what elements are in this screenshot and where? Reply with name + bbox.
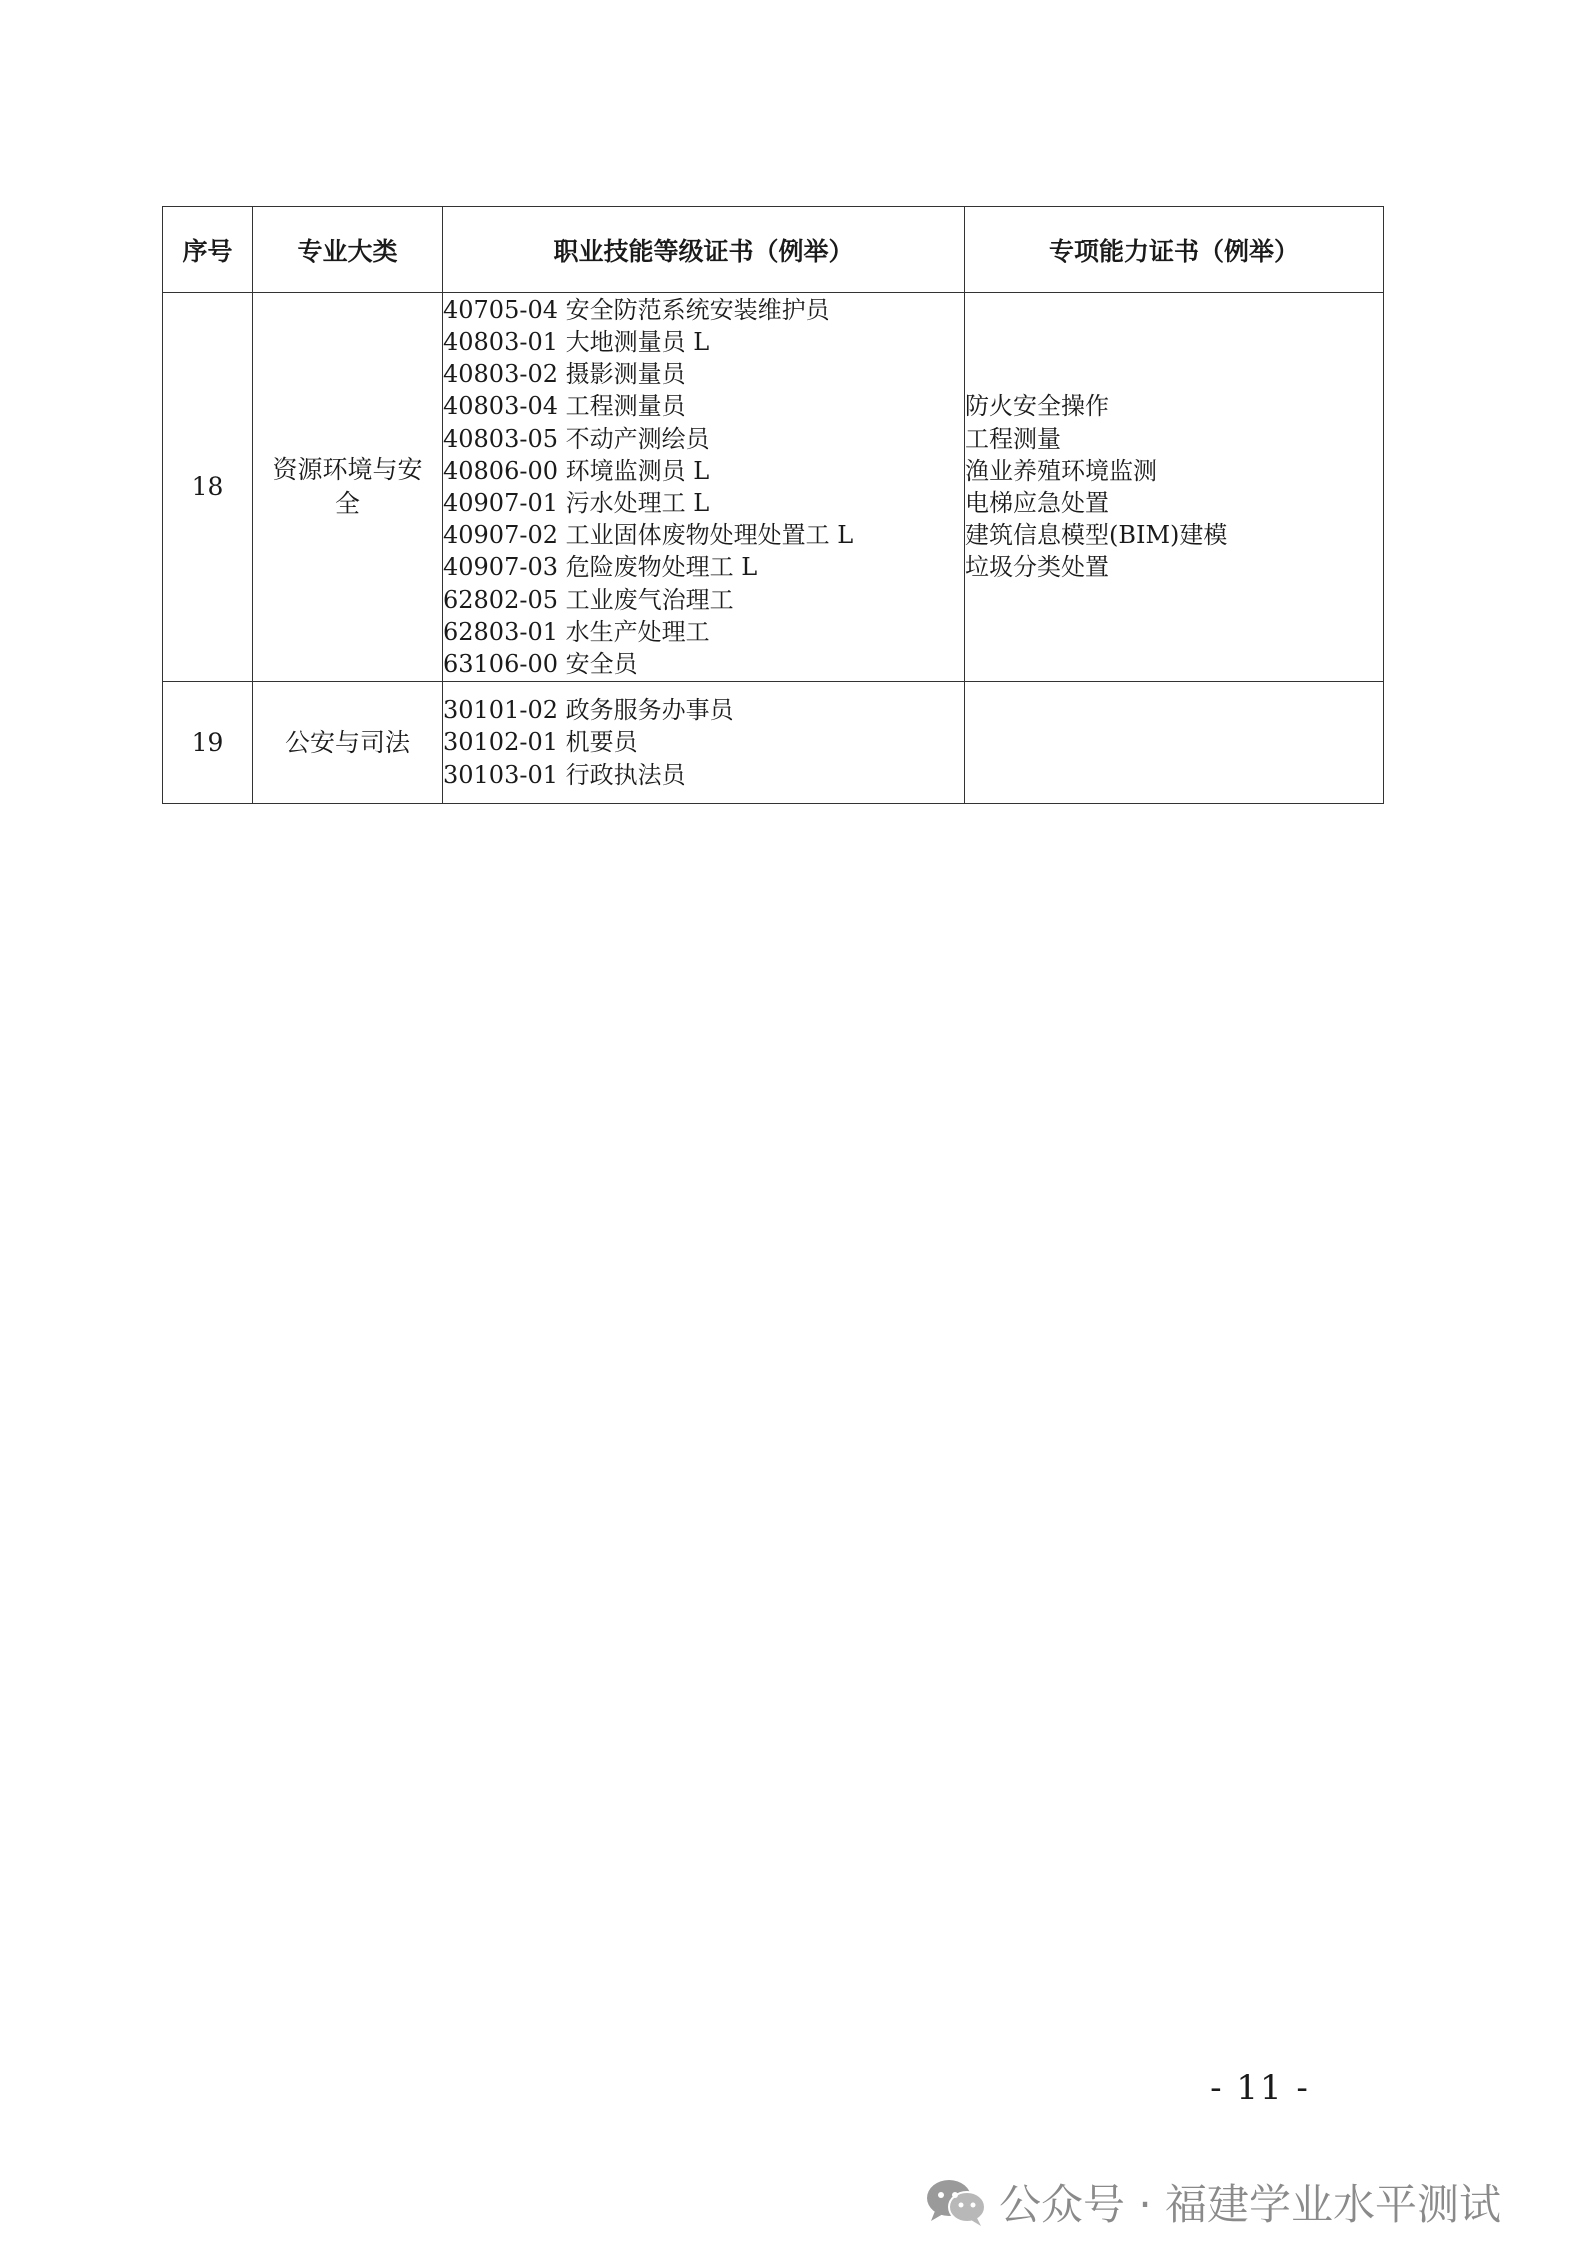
skill-cert-list bbox=[443, 682, 965, 804]
table-row bbox=[163, 293, 1384, 682]
special-cert-list-empty bbox=[965, 682, 1384, 804]
list-item: 渔业养殖环境监测 bbox=[965, 456, 1157, 485]
watermark bbox=[925, 2172, 1501, 2232]
header-special-cert: 专项能力证书（例举） bbox=[965, 207, 1384, 293]
wechat-icon bbox=[925, 2177, 987, 2227]
list-item: 62802-05 工业废气治理工 bbox=[443, 585, 734, 614]
skill-cert-list bbox=[443, 293, 965, 682]
watermark-text: 公众号 · 福建学业水平测试 bbox=[999, 2180, 1502, 2229]
list-item: 40803-01 大地测量员 L bbox=[443, 327, 710, 356]
row-category-text: 资源环境与安全 bbox=[272, 455, 423, 518]
certificate-table bbox=[162, 206, 1384, 804]
list-item: 40806-00 环境监测员 L bbox=[443, 456, 710, 485]
list-item: 40907-01 污水处理工 L bbox=[443, 489, 710, 517]
list-item: 防火安全操作 bbox=[965, 392, 1109, 421]
list-item: 30103-01 行政执法员 bbox=[443, 760, 686, 789]
header-skill-cert: 职业技能等级证书（例举） bbox=[443, 207, 965, 293]
list-item: 电梯应急处置 bbox=[965, 489, 1109, 517]
table-row bbox=[163, 682, 1384, 804]
row-serial: 18 bbox=[163, 293, 253, 682]
header-serial: 序号 bbox=[163, 207, 253, 293]
list-item: 建筑信息模型(BIM)建模 bbox=[965, 521, 1228, 550]
list-item: 63106-00 安全员 bbox=[443, 650, 638, 679]
header-category: 专业大类 bbox=[253, 207, 443, 293]
page-number: - 11 - bbox=[1210, 2068, 1310, 2108]
list-item: 40803-05 不动产测绘员 bbox=[443, 424, 710, 453]
list-item: 工程测量 bbox=[965, 424, 1061, 453]
list-item: 40907-03 危险废物处理工 L bbox=[443, 553, 758, 582]
list-item: 40907-02 工业固体废物处理处置工 L bbox=[443, 521, 854, 550]
list-item: 62803-01 水生产处理工 bbox=[443, 617, 710, 646]
row-category bbox=[253, 293, 443, 682]
table-header-row bbox=[163, 207, 1384, 293]
list-item: 垃圾分类处置 bbox=[965, 553, 1109, 582]
list-item: 30101-02 政务服务办事员 bbox=[443, 696, 734, 725]
list-item: 40803-04 工程测量员 bbox=[443, 392, 686, 421]
special-cert-list bbox=[965, 293, 1384, 682]
list-item: 40803-02 摄影测量员 bbox=[443, 360, 686, 389]
list-item: 30102-01 机要员 bbox=[443, 728, 638, 757]
row-category: 公安与司法 bbox=[253, 682, 443, 804]
row-serial: 19 bbox=[163, 682, 253, 804]
list-item: 40705-04 安全防范系统安装维护员 bbox=[443, 295, 830, 324]
